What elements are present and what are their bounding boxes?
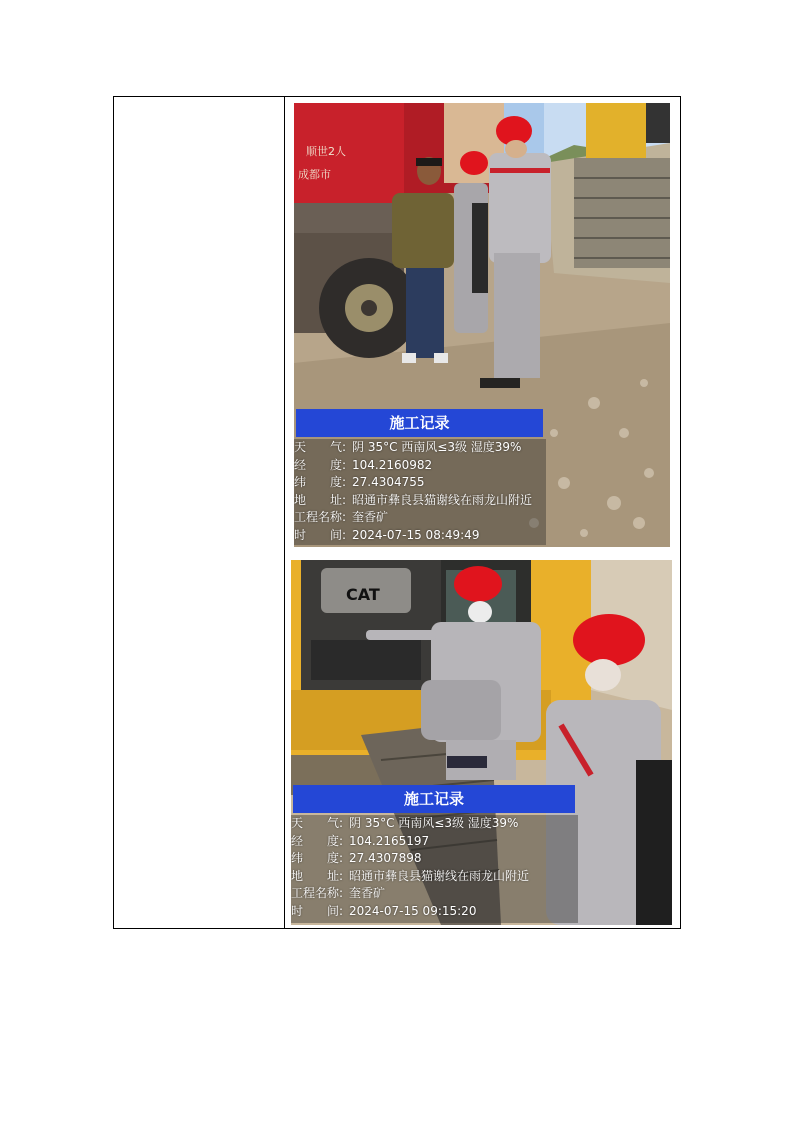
longitude-label: 经 度: xyxy=(291,833,344,848)
longitude-row xyxy=(291,833,578,851)
record-banner: 施工记录 xyxy=(296,409,543,437)
project-name-label: 工程名称: xyxy=(294,510,347,524)
truck-text-2: 成都市 xyxy=(298,168,331,181)
cat-logo-text: CAT xyxy=(346,585,380,604)
time-value: 2024-07-15 09:15:20 xyxy=(349,903,477,918)
time-row xyxy=(291,903,578,921)
time-value: 2024-07-15 08:49:49 xyxy=(352,527,480,542)
site-photo-2 xyxy=(291,560,672,925)
time-label: 时 间: xyxy=(294,527,347,542)
address-value: 昭通市彝良县猫谢线在雨龙山附近 xyxy=(352,492,533,507)
site-photo-1 xyxy=(294,103,670,547)
table-column-divider xyxy=(284,97,285,928)
latitude-value: 27.4307898 xyxy=(349,851,422,865)
time-row xyxy=(294,527,546,545)
address-row xyxy=(294,492,546,510)
watermark-info-panel xyxy=(291,815,578,923)
latitude-label: 纬 度: xyxy=(291,851,344,865)
watermark-info-panel xyxy=(294,439,546,545)
latitude-value: 27.4304755 xyxy=(352,475,425,489)
address-label: 地 址: xyxy=(291,868,344,883)
longitude-label: 经 度: xyxy=(294,457,347,472)
document-table xyxy=(113,96,681,929)
project-name-value: 奎香矿 xyxy=(352,510,389,524)
time-label: 时 间: xyxy=(291,903,344,918)
longitude-row xyxy=(294,457,546,475)
project-name-label: 工程名称: xyxy=(291,886,344,900)
truck-text-1: 顺世2人 xyxy=(306,145,346,158)
weather-value: 阴 35°C 西南风≤3级 湿度39% xyxy=(349,816,519,830)
weather-row xyxy=(291,815,578,833)
latitude-label: 纬 度: xyxy=(294,475,347,489)
weather-label: 天 气: xyxy=(291,816,344,830)
weather-row xyxy=(294,439,546,457)
weather-label: 天 气: xyxy=(294,440,347,454)
project-name-row xyxy=(291,885,578,903)
record-banner: 施工记录 xyxy=(293,785,575,813)
weather-value: 阴 35°C 西南风≤3级 湿度39% xyxy=(352,440,522,454)
longitude-value: 104.2165197 xyxy=(349,833,430,848)
project-name-value: 奎香矿 xyxy=(349,886,386,900)
address-label: 地 址: xyxy=(294,492,347,507)
latitude-row xyxy=(294,474,546,492)
latitude-row xyxy=(291,850,578,868)
longitude-value: 104.2160982 xyxy=(352,457,433,472)
address-row xyxy=(291,868,578,886)
project-name-row xyxy=(294,509,546,527)
address-value: 昭通市彝良县猫谢线在雨龙山附近 xyxy=(349,868,530,883)
